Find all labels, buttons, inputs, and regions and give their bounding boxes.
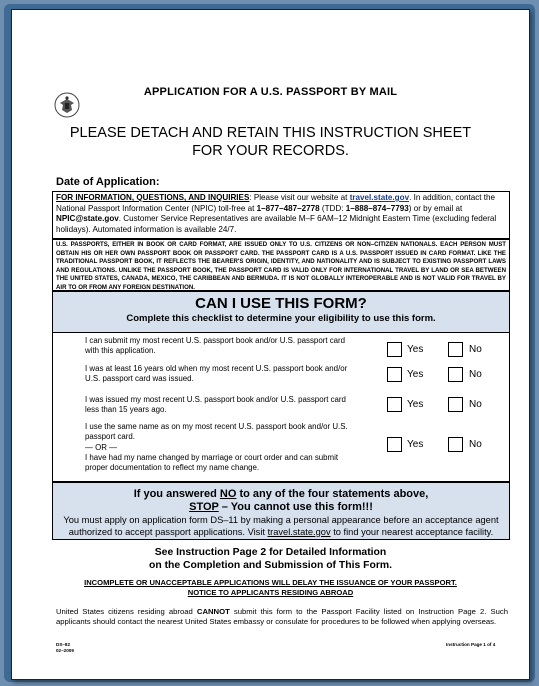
page-number: Instruction Page 1 of 4: [446, 642, 496, 647]
stop-emphasis: STOP: [189, 501, 219, 513]
warning-line-1: INCOMPLETE OR UNACCEPTABLE APPLICATIONS WILL DELAY THE ISSUANCE OF YOUR PASSPORT.: [84, 578, 457, 587]
npic-phone: 1–877–487–2778: [256, 203, 320, 213]
yes-checkbox[interactable]: [387, 397, 402, 412]
instruction-sheet-notice: [12, 124, 529, 160]
stop-line-3: [53, 515, 509, 538]
no-checkbox[interactable]: [448, 342, 463, 357]
website-link[interactable]: travel.state.gov: [267, 526, 331, 537]
or-separator: — OR —: [85, 442, 118, 452]
checklist-statement-group: [85, 422, 355, 473]
no-label: No: [469, 369, 482, 380]
npic-email: NPIC@state.gov: [56, 214, 119, 224]
no-label: No: [469, 344, 482, 355]
warning-line-2: NOTICE TO APPLICANTS RESIDING ABROAD: [187, 587, 354, 597]
can-i-use-subheading: Complete this checklist to determine your eligibility to use this form.: [126, 313, 436, 324]
stop-notice: [52, 482, 510, 540]
info-text: : Please visit our website at: [249, 193, 350, 202]
yes-checkbox[interactable]: [387, 367, 402, 382]
yes-checkbox[interactable]: [387, 437, 402, 452]
info-box: [52, 191, 510, 239]
no-checkbox[interactable]: [448, 367, 463, 382]
stop-line-2: [53, 501, 509, 513]
stop-text: You must apply on application form DS–11 by making a personal appearance before an acceptance agent authorized to accept passport applications. Visit: [63, 515, 499, 537]
tdd-phone: 1–888–874–7793: [345, 203, 409, 213]
checklist-statement: I was at least 16 years old when my most recent U.S. passport book and/or U.S. passport card was issued.: [85, 364, 348, 384]
form-id: DS–82: [56, 642, 71, 647]
cannot-emphasis: CANNOT: [196, 607, 230, 616]
info-text: . Customer Service Representatives are available M–F 6AM–12 Midnight Eastern Time (excluding federal holidays). Automated information is available 24/7.: [56, 214, 497, 234]
no-emphasis: NO: [219, 488, 237, 500]
instruction-line-1: PLEASE DETACH AND RETAIN THIS INSTRUCTION SHEET: [69, 125, 472, 141]
yes-label: Yes: [407, 344, 424, 355]
form-identifier: [56, 642, 74, 654]
stop-text: If you answered: [133, 488, 220, 500]
stop-line-1: [53, 488, 509, 500]
yes-label: Yes: [407, 399, 424, 410]
no-checkbox[interactable]: [448, 437, 463, 452]
info-text: ) or by email at: [408, 203, 463, 213]
checklist-row: [53, 335, 509, 363]
instruction-line-2: FOR YOUR RECORDS.: [192, 143, 349, 159]
document-page: [11, 9, 530, 680]
can-i-use-header: [52, 291, 510, 333]
yes-checkbox[interactable]: [387, 342, 402, 357]
yes-label: Yes: [407, 369, 424, 380]
no-label: No: [469, 399, 482, 410]
abroad-text: submit this form to the Passport Facility listed on Instruction Page 2. Such applicants should contact the nearest United States embassy or consulate for procedures to be followed when applying overseas.: [56, 607, 509, 626]
citizenship-notice: U.S. PASSPORTS, EITHER IN BOOK OR CARD FORMAT, ARE ISSUED ONLY TO U.S. CITIZENS OR NON–CITIZEN NATIONALS. EACH PERSON MUST OBTAIN HIS OR HER OWN PASSPORT BOOK OR PASSPORT CARD. THE PASSPORT CARD IS A U.S. PASSPORT ISSUED IN CARD FORMAT. LIKE THE TRADITIONAL PASSPORT BOOK, IT REFLECTS THE BEARER'S ORIGIN, IDENTITY, AND NATIONALITY AND IS SUBJECT TO EXISTING PASSPORT LAWS AND REGULATIONS. UNLIKE THE PASSPORT BOOK, THE PASSPORT CARD IS VALID ONLY FOR INTERNATIONAL TRAVEL BY LAND OR SEA BETWEEN THE UNITED STATES, CANADA, MEXICO, THE CARIBBEAN AND BERMUDA. IT IS NOT GLOBALLY INTEROPERABLE AND IS NOT VALID FOR TRAVEL BY AIR TO OR FROM ANY FOREIGN DESTINATION.: [52, 239, 510, 291]
eligibility-checklist: [52, 332, 510, 482]
see-instruction-line-1: See Instruction Page 2 for Detailed Information: [154, 547, 387, 558]
see-instruction-line-2: on the Completion and Submission of This Form.: [148, 559, 393, 571]
checklist-statement: I was issued my most recent U.S. passport book and/or U.S. passport card less than 15 years ago.: [85, 395, 346, 415]
stop-text: to any of the four statements above,: [236, 488, 429, 500]
stop-text: to find your nearest acceptance facility.: [330, 526, 494, 537]
checklist-statement: I use the same name as on my most recent U.S. passport book and/or U.S. passport card.: [85, 422, 348, 442]
info-lead: FOR INFORMATION, QUESTIONS, AND INQUIRIES: [56, 193, 250, 202]
checklist-row: [53, 422, 509, 482]
stop-text: – You cannot use this form!!!: [218, 501, 373, 513]
warning-notice: [12, 578, 529, 597]
checklist-row: [53, 363, 509, 393]
yes-label: Yes: [407, 439, 424, 450]
checklist-statement-alt: I have had my name changed by marriage or court order and can submit proper documentation to reflect my name change.: [85, 452, 339, 473]
form-date: 02–2009: [56, 648, 74, 653]
website-link[interactable]: travel.state.gov: [349, 193, 410, 202]
info-text: . In addition, contact the National Passport Information Center (NPIC) toll-free at: [56, 193, 496, 213]
date-of-application-label: Date of Application:: [56, 176, 160, 188]
info-text: (TDD:: [319, 203, 346, 213]
see-instruction-page: [12, 547, 529, 572]
checklist-statement: I can submit my most recent U.S. passport book and/or U.S. passport card with this application.: [85, 336, 346, 356]
no-label: No: [469, 439, 482, 450]
can-i-use-heading: CAN I USE THIS FORM?: [195, 295, 367, 312]
abroad-notice: [56, 607, 508, 627]
no-checkbox[interactable]: [448, 397, 463, 412]
form-title: APPLICATION FOR A U.S. PASSPORT BY MAIL: [143, 86, 398, 98]
abroad-text: United States citizens residing abroad: [56, 607, 197, 616]
checklist-row: [53, 394, 509, 422]
